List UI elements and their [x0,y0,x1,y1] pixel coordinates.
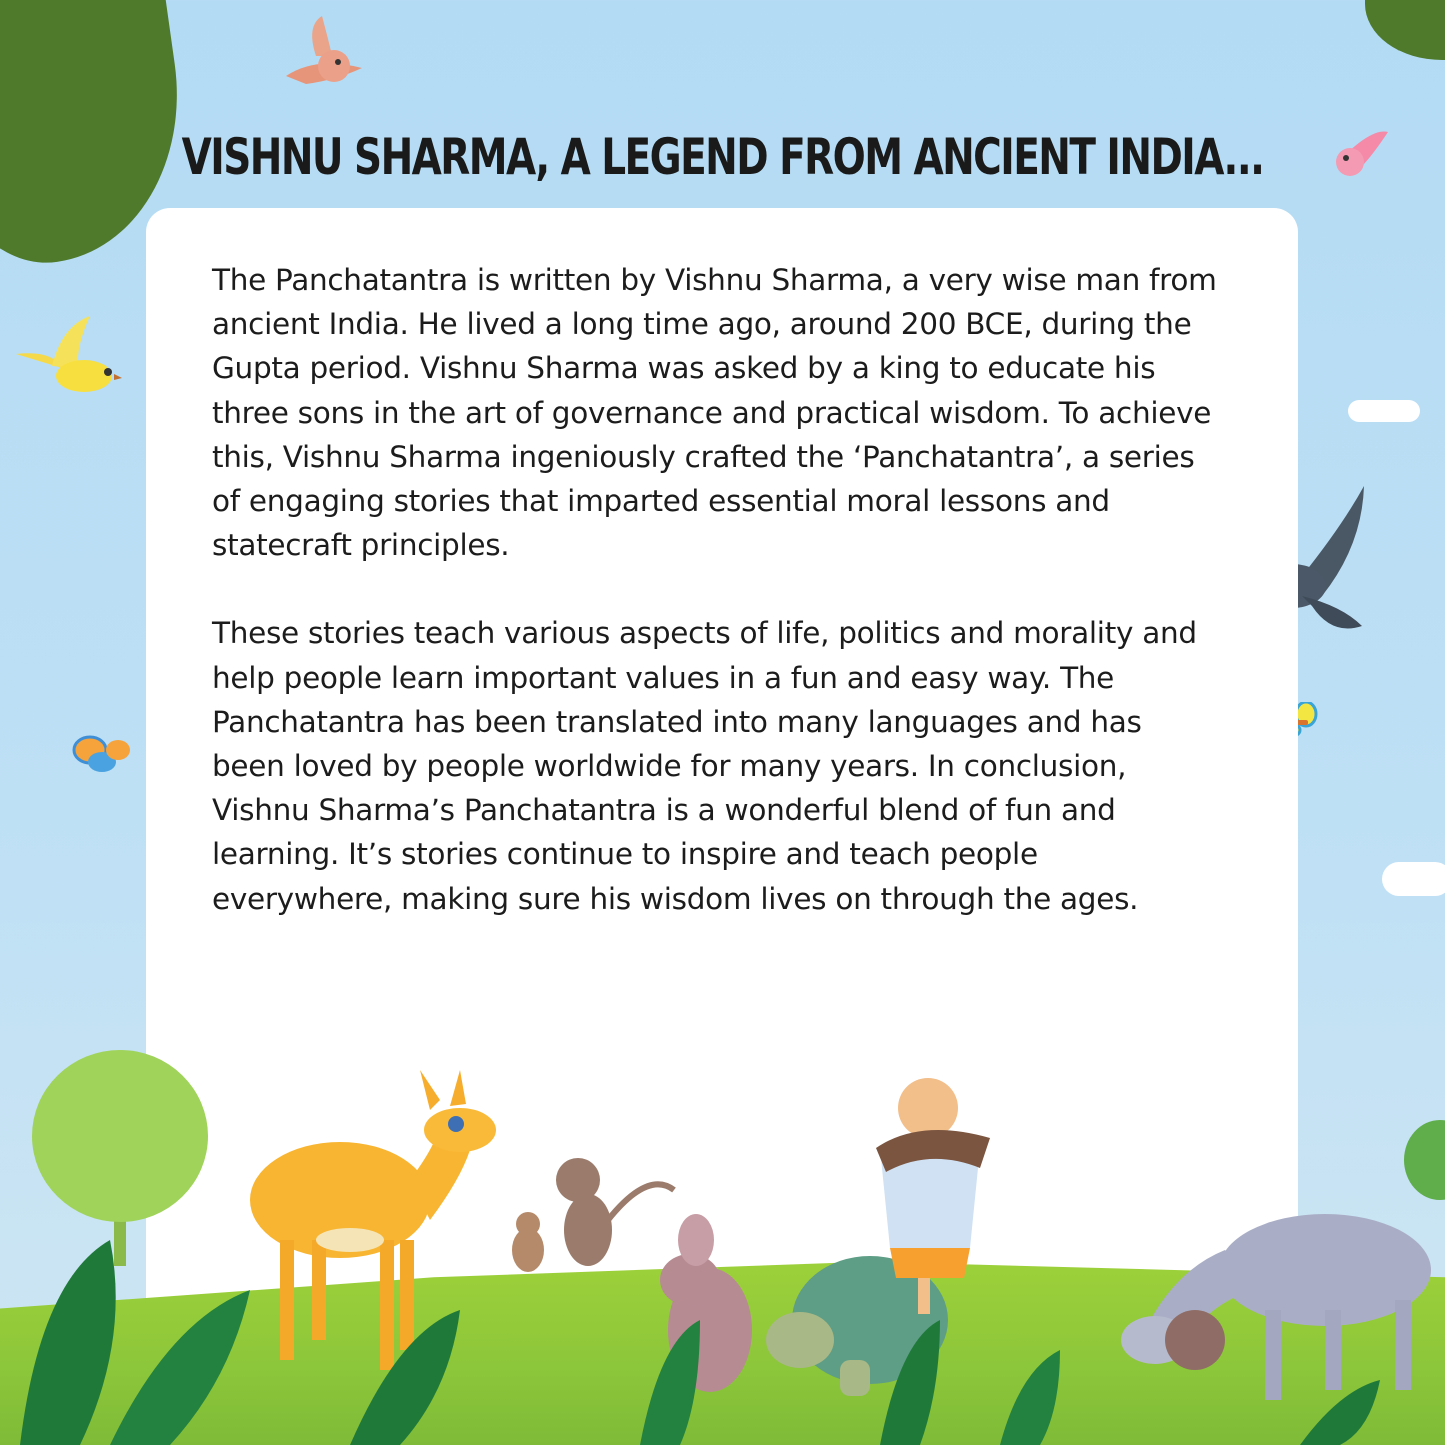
orange-bird-icon [276,16,372,90]
page-title: VISHNU SHARMA, A LEGEND FROM ANCIENT INDIA... [181,128,1264,186]
pink-bird-icon [1322,128,1392,190]
cloud-icon [1348,400,1420,422]
leaves-icon [0,1220,1445,1445]
paragraph-2: These stories teach various aspects of life, politics and morality and help people learn important values in a fun and easy way. The Panchatantra has been translated into many languages and has been loved by people worldwide for many years. In conclusion, Vishnu Sharma’s Panchatantra is a wonderful blend of fun and learning. It’s stories continue to inspire and teach people everywhere, making sure his wisdom lives on through the ages. [212,616,1197,916]
yellow-bird-icon [12,316,122,398]
paragraph-1: The Panchatantra is written by Vishnu Sharma, a very wise man from ancient India. He lived a long time ago, around 200 BCE, during the Gupta period. Vishnu Sharma was asked by a king to educate his three sons in the art of governance and practical wisdom. To achieve this, Vishnu Sharma ingeniously crafted the ‘Panchatantra’, a series of engaging stories that imparted essential moral lessons and statecraft principles. [212,263,1217,563]
cloud-icon [1382,862,1445,896]
butterfly-icon [68,734,142,776]
body-text [212,258,1222,965]
tree-foliage-top-right-icon [1365,0,1445,60]
